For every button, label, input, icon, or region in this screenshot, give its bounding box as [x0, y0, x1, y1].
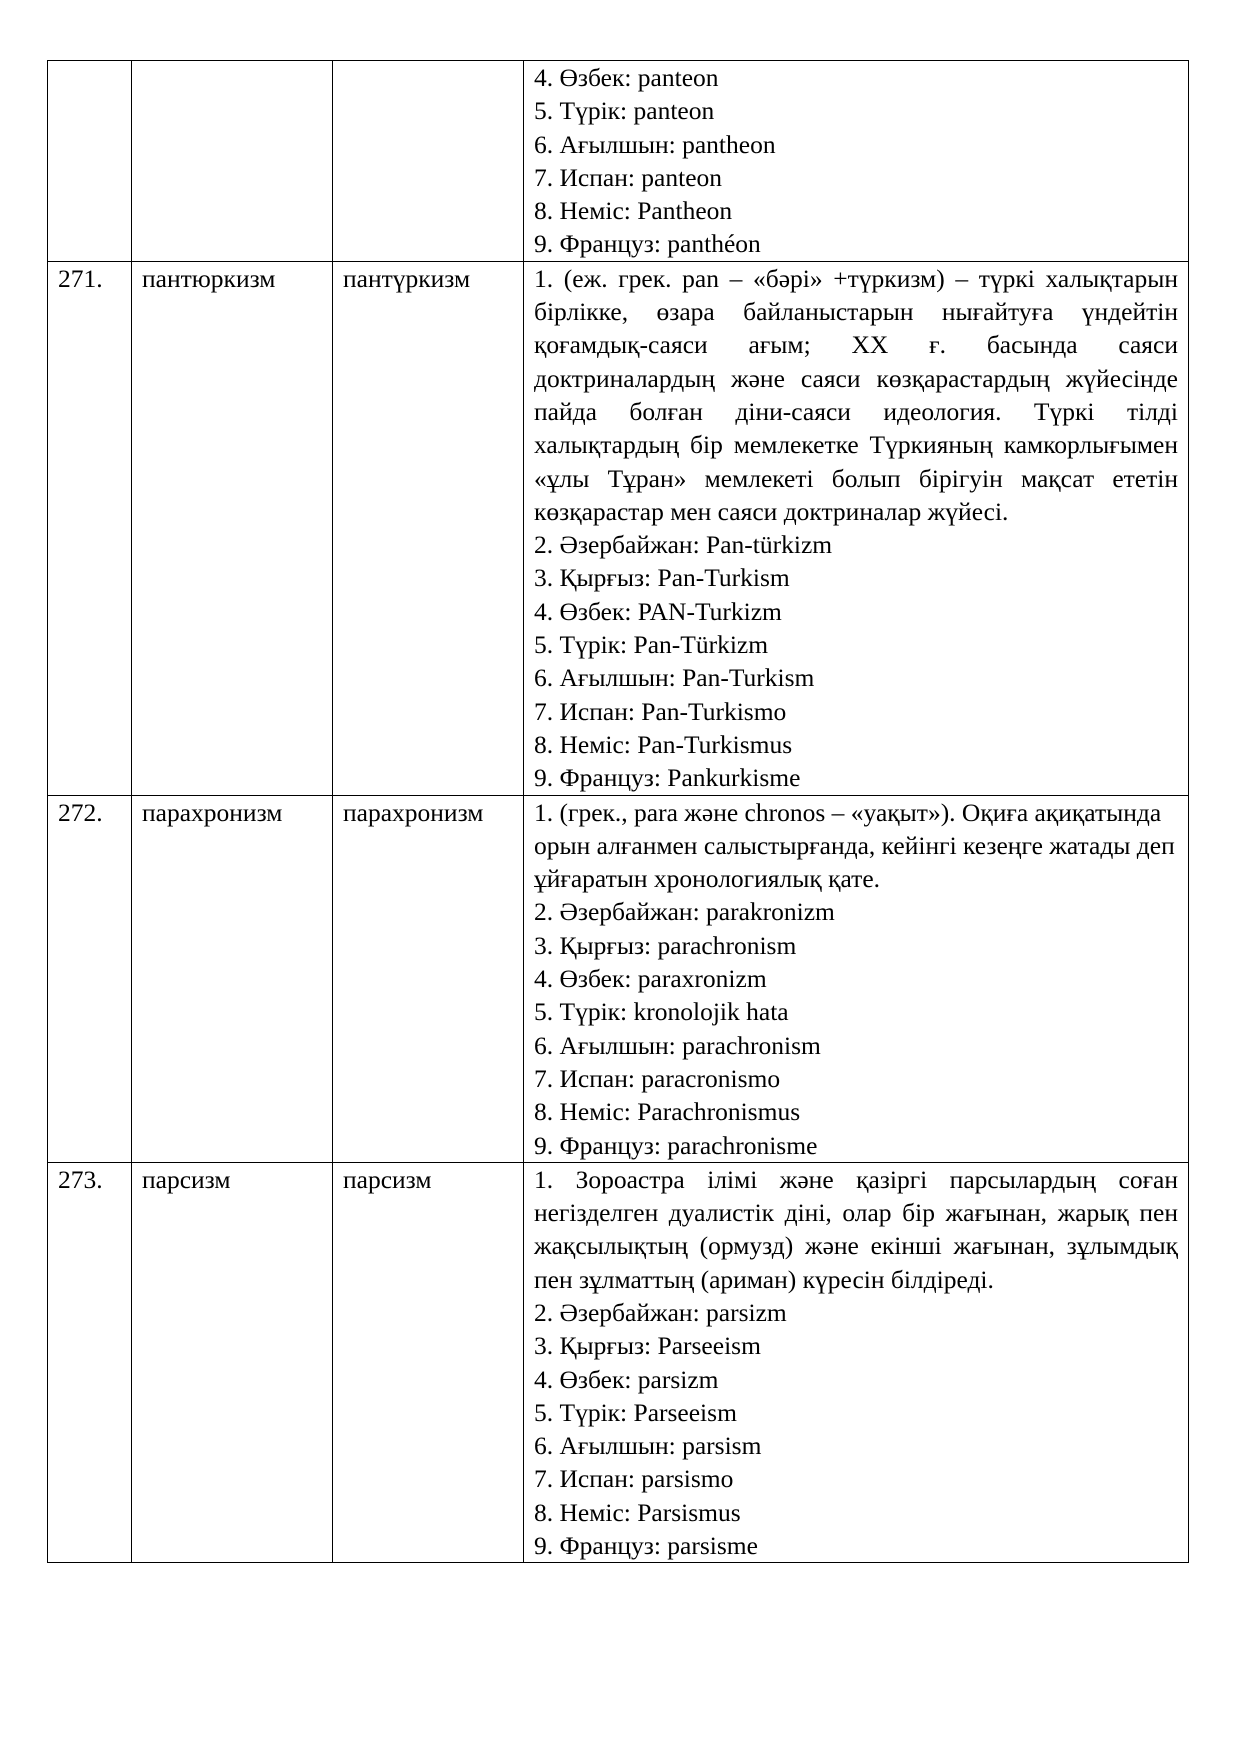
- entry-term-variant: [333, 61, 524, 262]
- table-row: [48, 795, 1189, 1162]
- table-row: [48, 1162, 1189, 1563]
- equivalent-line: 5. Түрік: panteon: [534, 96, 715, 126]
- entry-number: 273.: [48, 1162, 132, 1563]
- equivalent-line: 5. Түрік: Pan-Türkizm: [534, 630, 769, 660]
- equivalent-line: 9. Француз: parachronisme: [534, 1130, 818, 1160]
- equivalent-line: 2. Әзербайжан: parsizm: [534, 1297, 787, 1327]
- equivalent-line: 9. Француз: Pankurkisme: [534, 763, 801, 793]
- document-page: [47, 60, 1188, 1563]
- entry-term: парсизм: [132, 1162, 333, 1563]
- entry-definition-cell: [524, 61, 1189, 262]
- equivalent-line: 6. Ағылшын: parachronism: [534, 1030, 821, 1060]
- table-row: [48, 261, 1189, 795]
- equivalent-line: 3. Қырғыз: parachronism: [534, 930, 797, 960]
- equivalent-line: 4. Өзбек: paraxronizm: [534, 964, 767, 994]
- equivalent-line: 4. Өзбек: panteon: [534, 63, 719, 92]
- entry-term: парахронизм: [132, 795, 333, 1162]
- equivalent-line: 7. Испан: paracronismo: [534, 1063, 781, 1093]
- equivalent-line: 4. Өзбек: PAN-Turkizm: [534, 596, 782, 626]
- entry-number: 271.: [48, 261, 132, 795]
- equivalent-line: 2. Әзербайжан: parakronizm: [534, 897, 835, 927]
- equivalent-line: 7. Испан: Pan-Turkismo: [534, 696, 787, 726]
- equivalent-line: 6. Ағылшын: parsism: [534, 1431, 762, 1461]
- equivalent-line: 3. Қырғыз: Pan-Turkism: [534, 563, 790, 593]
- equivalent-line: 8. Неміс: Parsismus: [534, 1497, 741, 1527]
- equivalent-line: 6. Ағылшын: pantheon: [534, 129, 776, 159]
- entry-term-variant: пантүркизм: [333, 261, 524, 795]
- entry-definition: 1. Зороастра ілімі және қазіргі парсылардың соған негізделген дуалистік діні, олар бір жағынан, жарық пен жақсылықтың (ормузд) және екінші жағынан, зұлымдық пен зұлматтың (ариман) күресін білдіреді.: [534, 1164, 1178, 1294]
- equivalent-line: 8. Неміс: Pan-Turkismus: [534, 729, 793, 759]
- equivalent-line: 9. Француз: parsisme: [534, 1531, 758, 1561]
- equivalent-line: 4. Өзбек: parsizm: [534, 1364, 719, 1394]
- equivalent-line: 9. Француз: panthéon: [534, 229, 761, 259]
- entry-definition-cell: [524, 261, 1189, 795]
- equivalent-line: 6. Ағылшын: Pan-Turkism: [534, 663, 815, 693]
- table-row: [48, 61, 1189, 262]
- entry-definition-cell: [524, 795, 1189, 1162]
- dictionary-table: [47, 60, 1189, 1563]
- entry-term: [132, 61, 333, 262]
- entry-definition: 1. (еж. грек. pan – «бәрі» +түркизм) – түркі халықтарын бірлікке, өзара байланыстарын нығайтуға үндейтін қоғамдық-саяси ағым; XX ғ. басында саяси доктриналардың және саяси көзқарастардың жүйесінде пайда болған діни-саяси идеология. Түркі тілді халықтардың бір мемлекетке Түркияның камкорлығымен «ұлы Тұран» мемлекеті болып бірігуін мақсат ететін көзқарастар мен саяси доктриналар жүйесі.: [534, 263, 1178, 526]
- equivalent-line: 5. Түрік: Parseeism: [534, 1397, 737, 1427]
- entry-number: 272.: [48, 795, 132, 1162]
- entry-term: пантюркизм: [132, 261, 333, 795]
- equivalent-line: 2. Әзербайжан: Pan-türkizm: [534, 530, 833, 560]
- equivalent-line: 8. Неміс: Pantheon: [534, 196, 733, 226]
- entry-term-variant: парсизм: [333, 1162, 524, 1563]
- equivalent-line: 5. Түрік: kronolojik hata: [534, 997, 789, 1027]
- entry-definition-cell: [524, 1162, 1189, 1563]
- equivalent-line: 7. Испан: parsismo: [534, 1464, 734, 1494]
- equivalent-line: 8. Неміс: Parachronismus: [534, 1097, 801, 1127]
- entry-number: [48, 61, 132, 262]
- equivalent-line: 3. Қырғыз: Parseeism: [534, 1331, 761, 1361]
- equivalent-line: 7. Испан: panteon: [534, 162, 723, 192]
- entry-term-variant: парахронизм: [333, 795, 524, 1162]
- entry-definition: 1. (грек., para және chronos – «уақыт»). Оқиға ақиқатында орын алғанмен салыстырғанда, кейінгі кезеңге жатады деп ұйғаратын хронологиялық қате.: [534, 797, 1175, 894]
